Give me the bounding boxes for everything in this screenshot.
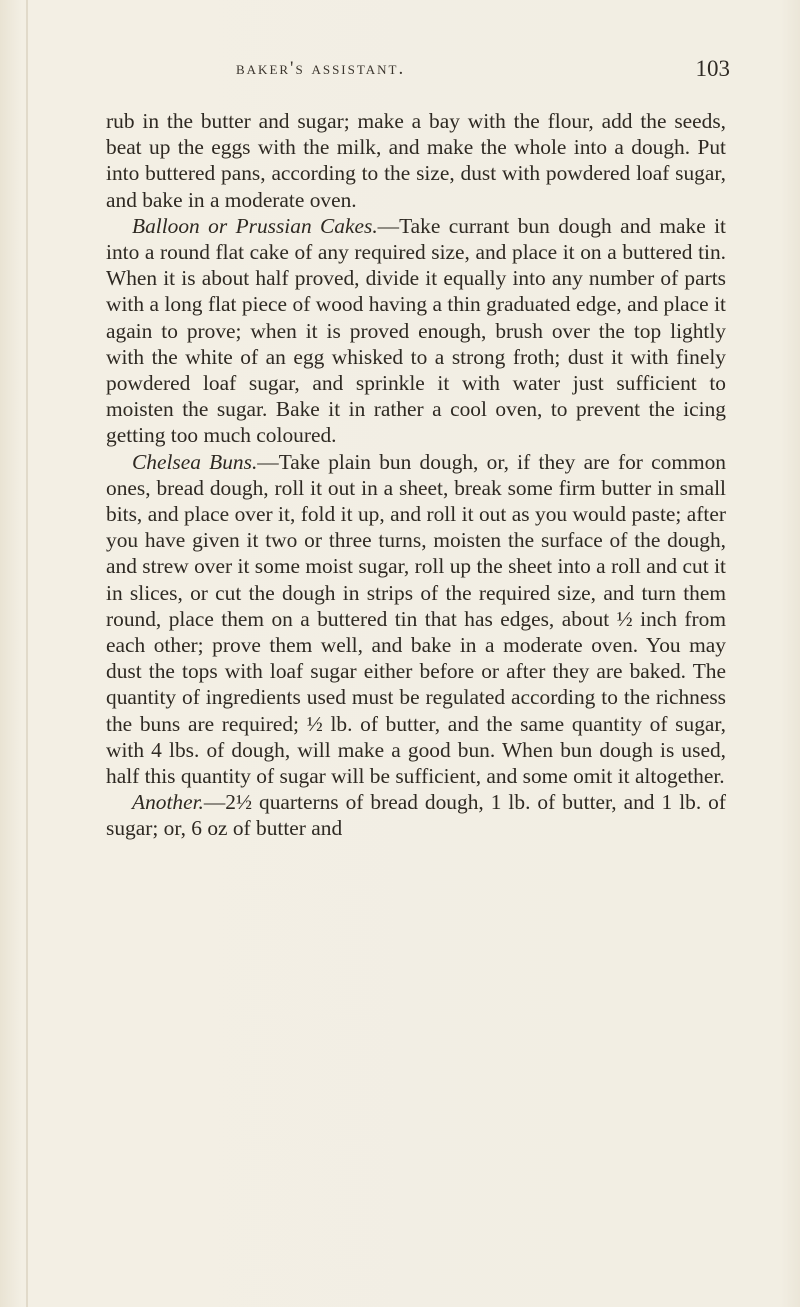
paragraph-text: —2½ quarterns of bread dough, 1 lb. of butter, and 1 lb. of sugar; or, 6 oz of butter and: [106, 790, 726, 841]
recipe-heading: Balloon or Prussian Cakes.: [132, 213, 378, 238]
recipe-heading: Chelsea Buns.: [132, 449, 258, 474]
gutter-shadow: [26, 0, 28, 1307]
body-text: [106, 108, 726, 842]
running-title: baker's assistant.: [236, 58, 406, 79]
running-head: [100, 58, 730, 84]
recipe-heading: Another.: [132, 790, 204, 815]
paragraph-chelsea-buns: [106, 449, 726, 790]
paragraph-balloon-cakes: [106, 213, 726, 449]
paragraph-text: —Take plain bun dough, or, if they are for common ones, bread dough, roll it out in a sheet, break some firm butter in small bits, and place over it, fold it up, and roll it out as you would paste; after you have given it two or three turns, moisten the surface of the dough, and strew over it some moist sugar, roll up the sheet into a roll and cut it in slices, or cut the dough in strips of the required size, and turn them round, place them on a buttered tin that has edges, about ½ inch from each other; prove them well, and bake in a moderate oven. You may dust the tops with loaf sugar either before or after they are baked. The quantity of ingredients used must be regulated according to the richness the buns are required; ½ lb. of butter, and the same quantity of sugar, with 4 lbs. of dough, will make a good bun. When bun dough is used, half this quantity of sugar will be sufficient, and some omit it altogether.: [106, 449, 726, 789]
paragraph-another: [106, 789, 726, 841]
paragraph-continuation: [106, 108, 726, 213]
page-number: 103: [695, 56, 730, 81]
paragraph-text: —Take currant bun dough and make it into a round flat cake of any required size, and place it on a buttered tin. When it is about half proved, divide it equally into any number of parts with a long flat piece of wood having a thin graduated edge, and place it again to prove; when it is proved enough, brush over the top lightly with the white of an egg whisked to a strong froth; dust it with finely powdered loaf sugar, and sprinkle it with water just sufficient to moisten the sugar. Bake it in rather a cool oven, to prevent the icing getting too much coloured.: [106, 213, 726, 448]
paragraph-text: rub in the butter and sugar; make a bay with the flour, add the seeds, beat up the eggs with the milk, and make the whole into a dough. Put into buttered pans, according to the size, dust with powdered loaf sugar, and bake in a moderate oven.: [106, 109, 726, 212]
